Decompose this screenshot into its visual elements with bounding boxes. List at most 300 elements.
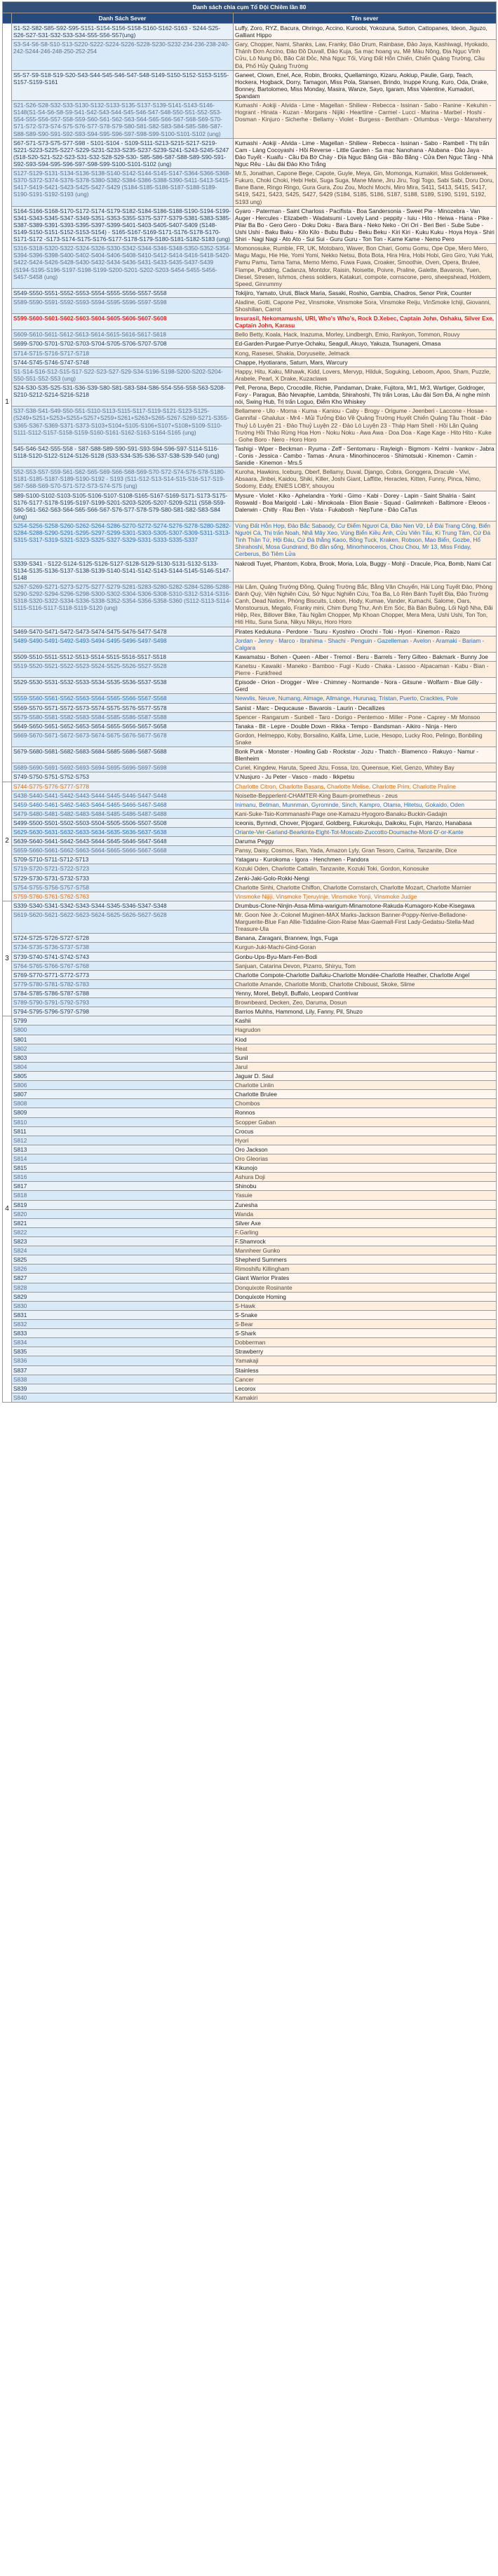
server-list-cell: S794-S795-S796-S797-S798 [12,1007,234,1016]
server-list-cell: S805 [12,1072,234,1081]
server-list-cell: S816 [12,1173,234,1182]
server-list-cell: S838 [12,1375,234,1384]
table-row [3,314,497,330]
table-row [3,582,497,627]
server-names-cell: Zenki-Jaki-Golo-Rokki-Nengi [234,873,497,882]
table-row [3,979,497,988]
server-names-cell: Brownbeard, Decken, Zeo, Daruma, Dosun [234,998,497,1007]
table-body [3,24,497,1403]
server-list-cell: S821 [12,1218,234,1227]
server-list-cell: S714-S715-S716-S717-S718 [12,348,234,357]
server-list-cell: S839 [12,1384,234,1393]
server-list-cell: S1-S14-S16-S12-S15-S17-S22-S23-S27-S29-S34-S196-S198-S200-S202-S204-S50-S51-S52-S53 (ung) [12,367,234,383]
server-names-cell: F.Shamrock [234,1236,497,1246]
server-names-cell: Shepherd Summers [234,1255,497,1265]
server-list-cell: S519-S520-S521-S522-S523-S524-S525-S526-S527-S528 [12,661,234,677]
table-row [3,24,497,40]
table-row [3,1310,497,1319]
server-names-cell: Bellamere - Ulo - Morna - Kuma - Kaniou - Caby - Brogy - Origume - Jeenberi - Laccone - Hosae - Gannifal - Ghalulux - Mr4 - Mủi Tưởng Đảo Về Quảng Trường Huyết Chiến Quảng Tầu Thoát - Đảo Thuỷ Lô Luyện 21 - Đảo Thuỷ Luyện 22 - Đảo Lò Luyện 23 - Tháp Hạm Shell - Hồi Lăn Quảng Trường Hồi Thảo Rừng Hoa Hơn - Noku Noku - Awa Awa - Doa Doa - Kage Kage - Hito Hito - Kuke - Gohe Boro - Nero - Horo Horo [234,407,497,444]
server-list-cell: S438-S440-S441-S442-S443-S444-S445-S446-S447-S448 [12,791,234,800]
server-names-cell: Crocus [234,1126,497,1136]
server-names-cell: Vinsmoke Nijiji, Vinsmoke Tjeruyinje, Vinsmoke Yonji, Vinsmoke Judge [234,892,497,901]
server-list-cell: S489-S490-S491-S492-S493-S494-S495-S496-S497-S498 [12,636,234,652]
server-list-cell: S127-S129-S131-S134-S136-S138-S140-S142-S144-S145-S147-S364-S366-S368-S370-S372-S374-S376-S378-S380-S382-S384-S386-S388-S390-S411-S413-S415-S417-S419-S421-S423-S425-S427-S429 (S184-S185-S186-S187-S188-S189-S190-S191-S192-S193 (ung) [12,169,234,207]
server-list-cell: S1-S2-S82-S85-S92-S95-S151-S154-S156-S158-S160-S162-S163 - S244-S25-S26-S27-S31-S32-S33-S34-S55-S56-S57(ung) [12,24,234,40]
server-names-cell: Banana, Zaragani, Brannew, Ings, Fuga [234,934,497,943]
server-list-cell: S639-S640-S641-S642-S643-S644-S645-S646-S647-S648 [12,837,234,846]
server-list-cell: S759-S760-S761-S762-S763 [12,892,234,901]
server-names-cell: Gordon, Helmeppo, Koby, Borsalino, Kalifa, Lime, Lucie, Hesopo, Lucky Roo, Pelingo, Bonbiling Snake [234,730,497,747]
table-row [3,348,497,357]
server-list-cell: S479-S480-S481-S482-S483-S484-S485-S486-S487-S488 [12,809,234,818]
table-row [3,721,497,730]
server-list-cell: S832 [12,1319,234,1328]
table-row [3,330,497,339]
server-list-cell: S833 [12,1329,234,1338]
group-number-cell: 4 [3,1016,12,1403]
server-list-cell: S831 [12,1310,234,1319]
server-list-cell: S316-S318-S320-S322-S324-S326-S330-S342-S344-S346-S348-S350-S352-S354-S394-S396-S398-S400-S402-S404-S406-S408-S410-S412-S414-S416-S418-S420-S422-S424-S426-S428-S430-S432-S434-S436-S431-S433-S435-S437-S439 (S194-S195-S196-S197-S198-S199-S200-S201-S202-S203-S454-S455-S456-S457-S458 (ung) [12,244,234,289]
server-list-cell: S829 [12,1292,234,1301]
server-list-cell: S499-S500-S501-S502-S503-S504-S505-S506-S507-S508 [12,818,234,827]
server-list-cell: S649-S650-S651-S652-S653-S654-S655-S656-S657-S658 [12,721,234,730]
server-names-cell: Kikunojo [234,1164,497,1173]
server-names-cell: Ganeet, Clown, Enel, Ace, Robin, Brooks, Quellamingo, Kizaru, Aokiup, Paulie, Garp, Teach, Hockera, Hogback, Dorry, Tamagon, Miss Pola, Stansen, Brindo, Inuppe Krung, Kuro, Oda, Drake, Bonney, Bartolomeo, Miss Monday, Masira, Wanze, Sayo, Igaram, Miss Valentine, Kumadori, Spandam [234,70,497,100]
server-list-cell: S817 [12,1182,234,1191]
table-row [3,1283,497,1292]
server-list-cell: S779-S780-S781-S782-S783 [12,979,234,988]
server-list-cell: S459-S460-S461-S462-S463-S464-S465-S466-S467-S468 [12,800,234,809]
server-list-cell: S769-S770-S771-S772-S773 [12,970,234,979]
server-list-cell: S679-S680-S681-S682-S683-S684-S685-S686-S687-S688 [12,747,234,763]
server-names-cell: Gonbu-Ups-Byu-Mam-Fen-Bodi [234,952,497,961]
group-number-cell: 3 [3,901,12,1016]
table-row [3,1265,497,1274]
table-row [3,1365,497,1375]
table-row [3,383,497,407]
table-row [3,952,497,961]
server-names-cell: Tokijiro, Yamato, Uruti, Black Maria, Sasaki, Roshio, Gambia, Chadros, Senor Pink, Counter [234,288,497,297]
server-list-cell: S802 [12,1044,234,1053]
server-names-cell: Kiod [234,1035,497,1044]
server-list-cell: S339-S340-S341-S342-S343-S344-S345-S346-S347-S348 [12,901,234,910]
server-list-cell: S3-S4-S6-S8-S10-S13-S220-S222-S224-S226-S228-S230-S232-234-236-238-240-242-S244-246-248-250-252-254 [12,40,234,70]
table-row [3,882,497,892]
server-list-cell: S689-S690-S691-S692-S693-S694-S695-S696-S697-S698 [12,763,234,772]
server-names-cell: Rimoshifu Killingham [234,1265,497,1274]
server-names-cell: Hải Lâm, Quảng Trường Đồng, Quảng Trường Bắc, Bằng Vân Chuyển, Hải Lúng Tuyết Đào, Phòng Đánh Quỳ, Viện Nghiên Cứu, Sở Ngục Nghiên Cứu, Tòa Ba, Lò Rèn Bánh Tuyết Địa, Đảo Trường Cạnh, Dead Nation, Phòng Biscuits, Lobon, Hody, Kumae, Vander, Kumachi, Salome, Oars, Monstoursus, Megalo, Franky mini, Chim Đựng Thư, Anh Em Sóc, Bà Bán Buồng, Lối Ngõ Nha, Đãi Hiệp, Rex, Billover Bike, Tàu Ngầm Chopper, Mp Khoan Chopper, Mera Mera, Ushi Ushi, Ton Ton, Hiti Hitu, Suna Suna, Nikyu Nikyu, Horo Horo [234,582,497,627]
server-names-cell: Oro Jackson [234,1145,497,1154]
group-number-cell: 2 [3,782,12,901]
server-names-cell: Donquixote Rosinante [234,1283,497,1292]
table-row [3,636,497,652]
server-list-cell: S840 [12,1393,234,1402]
server-list-cell: S254-S256-S258-S260-S262-S264-S286-S270-S272-S274-S276-S278-S280-S282-S284-S288-S290-S291-S295-S297-S299-S301-S303-S305-S307-S309-S311-S313-S315-S317-S319-S321-S323-S325-S327-S329-S331-S333-S335-S337 [12,522,234,559]
server-list-cell: S834 [12,1338,234,1347]
table-row [3,873,497,882]
table-row [3,1099,497,1108]
server-list-cell: S789-S790-S791-S792-S793 [12,998,234,1007]
server-names-cell: Kozuki Oden, Charlotte Cattalin, Tanzanite, Kozuki Toki, Gordon, Konosuke [234,864,497,873]
server-names-cell: Aladine, Gotti, Capone Pez, Vinsmoke, Vinsmoke Sora, Vinsmoke Reiju, VinSmoke Ichiji, Giovanni, Shoshilian, Carrot [234,297,497,313]
server-list-cell: S744-S775-S776-S777-S778 [12,782,234,791]
server-names-cell: Stainless [234,1365,497,1375]
server-names-cell: Ashura Doji [234,1173,497,1182]
server-list-cell: S45-S46-S42-S55-S58 - S87-S88-S89-S90-S91-S93-S94-S96-S97-S114-S116-S118-S120-S122-S124-S126-S128 (S33-S34-S35-S36-S37-S38-S39-S40 (ung) [12,444,234,467]
server-names-cell: F.Garling [234,1227,497,1236]
server-list-cell: S804 [12,1062,234,1071]
server-list-cell: S806 [12,1081,234,1090]
table-row [3,1035,497,1044]
table-row [3,444,497,467]
server-names-cell: Donquixote Homing [234,1292,497,1301]
server-cluster-table [2,1,497,1403]
table-row [3,1209,497,1218]
server-list-cell: S803 [12,1053,234,1062]
server-names-cell: Jaguar D. Saul [234,1072,497,1081]
table-row [3,703,497,712]
table-row [3,1062,497,1071]
server-list-cell: S5-S7-S9-S18-S19-S20-S43-S44-S45-S46-S47-S48-S149-S150-S152-S153-S155-S157-S159-S161 [12,70,234,100]
table-row [3,901,497,910]
server-list-cell: S719-S720-S721-S722-S723 [12,864,234,873]
server-names-cell: Gary, Chopper, Nami, Shanks, Law, Franky, Đảo Drum, Rainbase, Đảo Jaya, Kashiwagi, Hyokado, Thánh Đơn Accino, Đảo Đồ Duvall, Đảo Kuja, Sa mạc hoang vu, Mê Màu Nông, Địa Ngục Vĩnh Cửu, Lò Nung Đỏ, Bão Cát Đỏc, Nhà Ngục Tối, Vùng Đất Hỗn Chiến, Chiến Quảng Trường, Cầu Đá, Phố Hủy Quảng Trường [234,40,497,70]
server-list-cell: S835 [12,1347,234,1356]
server-names-cell: Lecorox [234,1384,497,1393]
server-names-cell: Charlotte Amande, Charlotte Montb, Charlotte Chiboust, Skoke, Slime [234,979,497,988]
server-list-cell: S164-S166-S168-S170-S172-S174-S179-S182-S184-S186-S188-S190-S194-S199-S341-S343-S345-S347-S349-S351-S353-S355-S375-S377-S379-S381-S383-S385-S387-S389-S391-S393-S395-S397-S399-S401-S403-S405-S407-S409 (S148-S149-S150-S151-S152-S153-S154) - S165-S167-S169-S171-S176-S178-S170-S171-S172 -S173-S174-S175-S176-S177-S178-S179-S180-S181-S182-S183 (ung) [12,206,234,244]
server-names-cell: Daruma Peggy [234,837,497,846]
server-names-cell: Yasuie [234,1191,497,1200]
server-names-cell: Chombos [234,1099,497,1108]
server-list-cell: S800 [12,1025,234,1035]
server-names-cell: Kuroha, Hawkins, Iceburg, Oberf, Bellamy, Duval, Django, Cobra, Gonggera, Dracule - Vivi, Absaara, Jinbei, Kaidou, Shiki, Killer, Joshi Giant, Laffitte, Heracles, Kitten, Funny, Pinca, Nimo, Sodomy, Eddy, ENIES LOBY, shouyou [234,468,497,491]
table-row [3,998,497,1007]
server-list-cell: S808 [12,1099,234,1108]
table-row [3,288,497,297]
table-row [3,1081,497,1090]
server-names-cell: Yatagaru - Kurokoma - Igora - Henchmen - Pandora [234,855,497,864]
table-row [3,837,497,846]
server-list-cell: S609-S610-S611-S612-S613-S614-S615-S616-S617-S618 [12,330,234,339]
server-names-cell: Yenny, Morel, Bebyll, Buffalo, Leopard Contrivar [234,989,497,998]
table-row [3,1191,497,1200]
server-names-cell: Nakrodi Tuyet, Phantom, Kobra, Brook, Moria, Lola, Buggy - Mohji - Dracule, Pica, Bomb, Nami Cat [234,559,497,582]
table-row [3,1338,497,1347]
table-row [3,809,497,818]
server-list-cell: S830 [12,1301,234,1310]
server-names-cell: Sanist - Marc - Dequcause - Bavarois - Laurin - Decallizes [234,703,497,712]
table-row [3,40,497,70]
server-names-cell: Vùng Đất Hỗn Hợp, Đảo Bắc Sabaody, Cư Điểm Ngươi Cá, Đảo Nen Vữ, Lễ Đài Trang Công, Biển Người Cá, Thị trấn Noah, Nhã Mây Xeo, Vùng Biển Kiều Ánh, Cửu Viên Tấu, Ki Trung Tâm, Cứ Đá Tinh Thần Tứ, Hội Đáu, Cứ Đá thằng Kaoo, Bồng Tuck, Kraken, Robson, Mao Biển, Gozbe, Hổ Shirahoshi, Mosa Gundrand, Bò đần sổng, Minorhinoceros, Chou Chou, Mr 13, Miss Friday, Cerberus, Bò Tiêm Lửa [234,522,497,559]
server-names-cell: Episode - Orion - Drogger - Wire - Chimney - Normande - Nora - Gitsune - Wolfarm - Blue Gilly - Gerd [234,678,497,694]
server-names-cell: Momonosuke, Rumble, FR, UK, Motobaro, Waver, Bon Chari, Gomu Gomu, Ope Ope, Mero Mero, Magu Magu, Hie Hie, Yomi Yomi, Nekko Netsu, Bota Bota, Hira Hira, Hobi Hobi, Giro Giro, Yuki Yuki, Pamu Pamu, Tama Tama, Memo Memo, Fuwa Fuwa, Croaker, Smoothie, Oven, Opera, Brulee, Flampe, Pudding, Cadanza, Montdor, Raisin, Noisette, Poivre, Praline, Galette, Bavarois, Yuen, Diesel, Stresen, Ishmos, chess soldiers, Katakuri, compote, cornscone, pero, sheepshead, Holdem, Speed, Ginrummy [234,244,497,289]
server-list-cell: S807 [12,1090,234,1099]
table-row [3,989,497,998]
server-list-cell: S823 [12,1236,234,1246]
table-row [3,1384,497,1393]
table-row [3,357,497,367]
table-row [3,1090,497,1099]
server-names-cell: Tashigi - Wiper - Beckman - Ryuma - Zeff - Sentomaru - Rayleigh - Bigmom - Kelmi - Ivankov - Jabra - Conis - Jessica - Cambo - Tamas - Anura - Minorhinoceros - Shimotsuki - Kinemon - Camin - Sanidie - Kinemon - Mrs.5 [234,444,497,467]
table-row [3,1072,497,1081]
server-list-cell: S724-S725-S726-S727-S728 [12,934,234,943]
server-names-cell: Giant Warrior Pirates [234,1274,497,1283]
server-list-cell: S813 [12,1145,234,1154]
table-row [3,763,497,772]
table-row [3,1319,497,1328]
server-names-cell: Zunesha [234,1200,497,1209]
server-list-cell: S267-S269-S271-S273-S275-S277-S279-S281-S283-S280-S282-S284-S286-S288-S290-S292-S294-S296-S298-S300-S302-S304-S306-S308-S310-S312-S314-S316-S318-S320-S322-S334-S336-S338-S352-S354-S356-S358-S360 (S112-S113-S114-S115-S116-S117-S118-S119-S120 (ung) [12,582,234,627]
table-row [3,206,497,244]
server-list-cell: S729-S730-S731-S732-S733 [12,873,234,882]
server-list-cell: S52-S53-S57-S59-S61-S62-S65-S69-S66-S68-S69-S70-S72-S74-S76-S78-S180-S181-S185-S187-S189-S190-S192 - S193 (S11-S12-S13-S14-S15-S16-S17-S19-S67-S68-S69-S70-S71-S72-S73-S74-S75 (ung) [12,468,234,491]
server-names-cell: Ed-Garden-Purgae-Purrye-Ochaku, Seagull, Akuyo, Yakuza, Tsunageni, Omasa [234,339,497,348]
table-row [3,855,497,864]
server-list-cell: S339-S341 - S122-S124-S125-S126-S127-S128-S129-S130-S131-S132-S133-S134-S135-S136-S137-S138-S139-S140-S141-S142-S143-S144-S145-S146-S147-S148 [12,559,234,582]
table-row [3,970,497,979]
server-names-cell: Curiel, Kingdew, Haruta, Speed Jizu, Fossa, Izo, Queensue, Kiel, Genzo, Whitey Bay [234,763,497,772]
server-list-cell: S579-S580-S581-S582-S583-S584-S585-S586-S587-S588 [12,712,234,721]
server-list-cell: S809 [12,1108,234,1117]
table-row [3,1025,497,1035]
server-names-cell: Barrios Muhhs, Hammond, Lily, Fanny, Pil, Shuzo [234,1007,497,1016]
server-list-cell: S589-S590-S591-S592-S593-S594-S595-S596-S597-S598 [12,297,234,313]
server-names-cell: Dobberman [234,1338,497,1347]
table-row [3,468,497,491]
table-row [3,1182,497,1191]
server-names-cell: Chappe, Hyotiarans, Saturn, Mars, Warcury [234,357,497,367]
table-row [3,1375,497,1384]
server-list-cell: S699-S700-S701-S702-S703-S704-S705-S706-S707-S708 [12,339,234,348]
server-names-cell: Kong, Rasesei, Shakia, Doryuseite, Jelmack [234,348,497,357]
server-list-cell: S814 [12,1154,234,1163]
table-row [3,522,497,559]
server-list-cell: S819 [12,1200,234,1209]
server-list-cell: S67-S71-S73-S75-S77-S98 - S101-S104 - S109-S111-S213-S215-S217-S219-S221-S223-S225-S227-S229-S231-S233-S235-S237-S239-S241-S243-S245-S247 (S18-S20-S21-S22-S23-S31-S32-S28-S29-S30- S85-S86-S87-S88-S89-S90-S91-S92-S93-S94-S95-S96-S97-S98-S99-S100-S101-S102 (ung) [12,138,234,168]
server-list-cell: S559-S560-S561-S562-S563-S564-S565-S566-S567-S568 [12,694,234,703]
server-list-cell: S810 [12,1117,234,1126]
table-row [3,138,497,168]
table-row [3,1301,497,1310]
table-row [3,961,497,970]
table-row [3,407,497,444]
server-names-cell: Charlotte Citron, Charlotte Basans, Charlotte Melise, Charlotte Prim, Charlotte Praline [234,782,497,791]
server-list-cell: S818 [12,1191,234,1200]
server-names-cell: Yamakaji [234,1356,497,1365]
table-row [3,694,497,703]
server-names-cell: Tanaka - Bit - Lepre - Double Down - Rikka - Tempo - Bandsman - Aikiro - Ninja - Hero [234,721,497,730]
server-list-cell: S815 [12,1164,234,1173]
servers-column-header: Danh Sách Sever [12,13,234,24]
table-row [3,1016,497,1025]
server-names-cell: S-Shark [234,1329,497,1338]
server-names-cell: Scopper Gaban [234,1117,497,1126]
server-names-cell: Bello Betty, Koala, Hack, Inazuma, Morley, Lindbergh, Emio, Rankyon, Tommon, Rouvy [234,330,497,339]
server-names-cell: Hagrudon [234,1025,497,1035]
table-row [3,70,497,100]
table-title: Danh sách chia cụm Tổ Đội Chiêm lần 80 [3,2,497,13]
server-names-cell: Jarul [234,1062,497,1071]
server-names-cell: Iceonis, Byrnndi, Chover, Pijogard, Goldberg, Fukurokuju, Daikoku, Fujin, Hanzo, Hanabasa [234,818,497,827]
server-names-cell: Inimanu, Betman, Munnman, Gyromnde, Sinch, Kampro, Otama, Hitetsu, Gokaido, Oden [234,800,497,809]
table-row [3,846,497,855]
server-list-cell: S619-S620-S621-S622-S623-S624-S625-S626-S627-S628 [12,911,234,934]
server-names-cell: Mysure - Violet - Kiko - Aphelandra - Yorki - Gimo - Kabi - Dorey - Lapin - Saint Shalria - Saint Roswald - Boa Marigold - Laki - Minokoala - Elion Basie - Squad - Galimnkeh - Baltimore - Eleoos - Dalerwin - Chitly - Rau Ben - Vista - Fukabosh - NepTune - Đảo CaTus [234,491,497,521]
table-row [3,772,497,782]
server-names-cell: Gyaro - Paterman - Saint Charloss - Pacifista - Boa Sandersonia - Sweet Pie - Minozebra - Van Auger - Hercules - Elizabeth - Wadatsumi - Lovely Land - peppity - Iuiu - Hito - Heiwa - Hana - Pike - Pilar Ba Bo - Gero Gero - Doku Doku - Bara Bara - Neko Neko - Ori Ori - Beri Beri - Sube Sube - Ushi Ushi - Baku Baku - Kilo Kilo - Bubu Bubu - Beku Beku - Kiri Kiri - Kuku Kuku - Hoya Hoya - Shiri Shiri - Nagi Nagi - Ato Ato - Sui Sui - Guru Guru - Ton Ton - Kame Kame - Nemo Pero [234,206,497,244]
table-row [3,661,497,677]
table-row [3,491,497,521]
server-names-cell: Luffy, Zoro, RYZ, Bacura, Ohringo, Accino, Kuroobi, Yokozuna, Sutton, Cattopanes, Ideon, Jiguzo, Galliant Hippo [234,24,497,40]
group-number-cell: 1 [3,24,12,782]
server-names-cell: Wanda [234,1209,497,1218]
server-list-cell: S599-S600-S601-S602-S603-S604-S605-S606-S607-S608 [12,314,234,330]
server-list-cell: S739-S740-S741-S742-S743 [12,952,234,961]
server-names-cell: Pell, Perona, Bepo, Crocodile, Richie, Pandaman, Drake, Fujitora, Mr1, Mr3, Wartiger, Goldroger, Foxy - Paragua, Bảo Nevaphie, Lambda, Shirahoshi, Thị trấn Loras, Lâu đài Sơn Đá, Ai nghe mình nói, Swing Hub, Trị trấn Loguo, Điểm Kho Whiskey [234,383,497,407]
server-names-cell: Happy, Hitu, Kaku, Mihawk, Kidd, Lovers, Mervyp, Hilduk, Soguking, Leboom, Apoo, Sham, Puzzle, Arabele, Pearl, X Drake, Kuzaclaws [234,367,497,383]
server-names-cell: Kurgun-Juki-Machi-Gind-Goran [234,943,497,952]
server-list-cell: S529-S530-S531-S532-S533-S534-S535-S536-S537-S538 [12,678,234,694]
server-names-cell: Kani-Suke-Tsio-Kommanashi-Page one-Kamazu-Hyogoro-Banaku-Buckin-Gadajin [234,809,497,818]
table-row [3,627,497,636]
server-list-cell: S549-S550-S551-S552-S553-S554-S555-S556-S557-S558 [12,288,234,297]
server-names-cell: Kumashi - Aokiji - Alvida - Lime - Magellan - Shiliew - Rebecca - Issinan - Sabo - Ranine - Kekuhin - Hogrant - Hinata - Kuzan - Morgans - Nijiki - Heartline - Carmel - Lucci - Marina - Marbel - Hoshi - Dosman - Kinjuro - Sicherhe - Bellamy - Violet - Burgess - Bentham - Orlumbus - Vergo - Mansherry [234,101,497,139]
server-names-cell: S-Hawk [234,1301,497,1310]
server-names-cell: Jordan - Jenny - Marco - Ibrahima - Shachi - Penguin - Gazelleman - Avelon - Aramaki - Bariam - Calgara [234,636,497,652]
table-row [3,1347,497,1356]
server-names-cell: S-Snake [234,1310,497,1319]
server-list-cell: S21-S26-S28-S32-S33-S130-S132-S133-S135-S137-S139-S141-S143-S146-S148(S1-S4-S6-S8-S9-S41-S42-S43-S44-S45-S46-S47-S48-S50-S51-S52-S53-S54-S55-S56-S57-S58-S59-S60-S61-S62-S63-S64-S65-S66-S67-S68-S69-S70-S71-S72-S73-S74-S75-S76-S77-S78-S79-S80-S81-S82-S83-S84-S85-S86-S87-S88-S89-S90-S91-S92-S93-S94-S95-S96-S97-S98-S99-S100-S101-S102 (ung) [12,101,234,139]
server-names-cell: Mannheer Gunko [234,1246,497,1255]
server-names-cell: Noisette-Bepperlent-CHAMTER-King Baum-prometheus - zeus [234,791,497,800]
server-list-cell: S812 [12,1136,234,1145]
table-row [3,1356,497,1365]
server-list-cell: S836 [12,1356,234,1365]
server-names-cell: Sanjuan, Catarina Devon, Pizarro, Shiryu, Tom [234,961,497,970]
server-names-cell: Spencer - Rangarum - Sunbell - Taro - Dorigo - Pentemoo - Miller - Pone - Caprey - Mr Monsoo [234,712,497,721]
server-list-cell: S469-S470-S471-S472-S473-S474-S475-S476-S477-S478 [12,627,234,636]
table-row [3,1255,497,1265]
server-list-cell: S89-S100-S102-S103-S105-S106-S107-S108-S165-S167-S169-S171-S173-S175-S176-S177-S178-S195-S197-S199-S201-S203-S205-S207-S209-S211 (S58-S59-S60-S61-S62-S63-S64-S65-S66-S67-S76-S77-S78-S79-S80-S81-S82-S83-S84 (ung) [12,491,234,521]
table-row [3,800,497,809]
server-names-cell: Kawamatsu - Bohen - Queen - Alber - Tremol - Beru - Barrels - Terry Gilteo - Bakmark - Bunny Joe [234,652,497,661]
server-names-cell: Strawberry [234,1347,497,1356]
server-list-cell: S822 [12,1227,234,1236]
server-names-cell: Cancer [234,1375,497,1384]
server-names-cell: Oro Gleorias [234,1154,497,1163]
server-list-cell: S837 [12,1365,234,1375]
server-names-cell: Sunil [234,1053,497,1062]
server-names-cell: Charlotte Sinhi, Charlotte Chiffon, Charlotte Cornstarch, Charlotte Mozart, Charlotte Marnier [234,882,497,892]
table-row [3,1200,497,1209]
table-row [3,297,497,313]
table-row [3,1292,497,1301]
table-row [3,782,497,791]
table-row [3,791,497,800]
server-names-cell: Bonk Punk - Monster - Howling Gab - Rockstar - Jozu - Thatch - Blamenco - Rakuyo - Namur - Blenheim [234,747,497,763]
table-row [3,828,497,837]
server-list-cell: S37-S38-S41-S49-S50-S51-S110-S113-S115-S117-S119-S121-S123-S125-(S249+S251+S253+S255+S257+S259+S261+S263+S265-S267-S269-S271-S355-S365-S367-S369-S371-S373-S103+S104+S105-S106+S107+S108+S109-S110-S111-S112-S157-S158-S159-S160-S161-S162-S163-S164-S165 (ung) [12,407,234,444]
server-list-cell: S784-S785-S786-S787-S788 [12,989,234,998]
table-row [3,818,497,827]
server-list-cell: S629-S630-S631-S632-S633-S634-S635-S636-S637-S638 [12,828,234,837]
server-list-cell: S826 [12,1265,234,1274]
server-list-cell: S827 [12,1274,234,1283]
table-row [3,1393,497,1402]
server-names-cell: Kamakiri [234,1393,497,1402]
server-names-cell: Mr. Goon Nee Jr.-Colonel Muginen-MAX Marks-Jackson Banner-Poppy-Nerive-Belladone-Marguerite-Blue Fan Allie-Tiddaline-Gion-Raise Max-Gaemall-First Lady-Gedatsu-Stella-Mad Treasure-Ula [234,911,497,934]
server-list-cell: S799 [12,1016,234,1025]
table-row [3,730,497,747]
table-row [3,712,497,721]
server-names-cell: Newvlis, Neuve, Numang, Almage, Allmange, Hurunaq, Tristan, Puerto, Cracktes, Pole [234,694,497,703]
table-row [3,1108,497,1117]
table-row [3,1145,497,1154]
server-names-cell: Hyori [234,1136,497,1145]
table-row [3,1173,497,1182]
server-list-cell: S811 [12,1126,234,1136]
server-names-cell: Charlotte Compote-Charlotte Daifuku-Charlotte Mondée-Charlotte Heather, Charlotte Angel [234,970,497,979]
table-row [3,1053,497,1062]
server-list-cell: S569-S570-S571-S572-S573-S574-S575-S576-S577-S578 [12,703,234,712]
table-row [3,1274,497,1283]
table-row [3,1164,497,1173]
table-row [3,367,497,383]
table-row [3,559,497,582]
table-row [3,1246,497,1255]
table-row [3,169,497,207]
server-names-cell: Insurasil, Nekomamushi, URI, Who's Who's, Rock D.Xebec, Captain John, Oshaku, Silver Exe, Captain John, Karasu [234,314,497,330]
server-names-cell: Kumashi - Aokiji - Alvida - Lime - Magellan - Shiliew - Rebecca - Issinan - Sabo - Rambell - Thị trấn Cam - Làng Cocoyashi - Hồi Reverse - Little Garden - Sa mạc Nanohana - Alubana - Đảo Jaya - Đảo Tuyết - Kuaifu - Cầu Đá Bờ Chảy - Địa Ngục Băng Giá - Bão Băng - Cửa Đen Ngục Tầng - Nhà Ngục Rêu - Lâu đài Đảo Kho Trắng [234,138,497,168]
server-names-cell: Kashii [234,1016,497,1025]
server-list-cell: S828 [12,1283,234,1292]
table-row [3,934,497,943]
table-row [3,1227,497,1236]
server-names-cell: S-Bear [234,1319,497,1328]
server-names-cell: Pirates Kedukuna - Perdone - Tsuru - Kyoshiro - Orochi - Toki - Hyori - Kinemon - Raizo [234,627,497,636]
server-names-cell: Pansy, Daisy, Cosmos, Ran, Yada, Amazon Lyly, Gran Tesoro, Carina, Tanzanite, Dice [234,846,497,855]
table-row [3,1236,497,1246]
table-row [3,943,497,952]
table-row [3,892,497,901]
table-row [3,1126,497,1136]
server-names-cell: Kanetsu - Kawaiki - Maneko - Bamboo - Fugi - Kudo - Chaka - Lassoo - Alpacaman - Kabu - Bian - Pierre - Funkfreed [234,661,497,677]
table-row [3,864,497,873]
table-row [3,1117,497,1126]
server-list-cell: S24-S30-S35-S25-S31-S36-S39-S80-S81-S83-S84-S86-S54-S56-S58-S63-S208-S210-S212-S214-S216-S218 [12,383,234,407]
server-list-cell: S754-S755-S756-S757-S758 [12,882,234,892]
server-list-cell: S669-S670-S671-S672-S673-S674-S675-S676-S677-S678 [12,730,234,747]
server-names-cell: Mr.5, Jonathan, Capone Bege, Capote, Guyle, Meya, Gin, Momonga, Kumakiri, Miss Goldenweek, Fukuro, Choki Choki, Hebi Hebi, Suga Suga, Mane Mane, Jiru Jiru, Togi Togo, Sabi Sabi, Doru Doru, Bane Bane, Ringo Ringo, Gura Gura, Zou Zou, Mochi Mochi, Miro Mira, S411, S413, S415, S417, S419, S421, S423, S425, S427, S429 (S184, S185, S186, S187, S188, S189, S190, S191, S192, S193 ung) [234,169,497,207]
server-list-cell: S749-S750-S751-S752-S753 [12,772,234,782]
server-names-cell: Heat [234,1044,497,1053]
server-list-cell: S744-S745-S746-S747-S748 [12,357,234,367]
server-names-cell: Charlotte Brulee [234,1090,497,1099]
server-names-cell: Charlotte Linlin [234,1081,497,1090]
server-list-cell: S509-S510-S511-S512-S513-S514-S515-S516-S517-S518 [12,652,234,661]
group-column-header [3,13,12,24]
table-row [3,101,497,139]
server-names-cell: V.Nusjuro - Ju Peter - Vasco - mado - Ikkpetsu [234,772,497,782]
server-list-cell: S659-S660-S661-S662-S663-S664-S665-S666-S667-S668 [12,846,234,855]
server-names-cell: Drumbus-Clone-Ninjin-Assa-Mima-warigum-Minamotone-Rakuda-Kumagoro-Kobe-Kisegawa [234,901,497,910]
server-list-cell: S709-S710-S711-S712-S713 [12,855,234,864]
table-row [3,339,497,348]
table-row [3,678,497,694]
table-row [3,1329,497,1338]
table-row [3,1007,497,1016]
